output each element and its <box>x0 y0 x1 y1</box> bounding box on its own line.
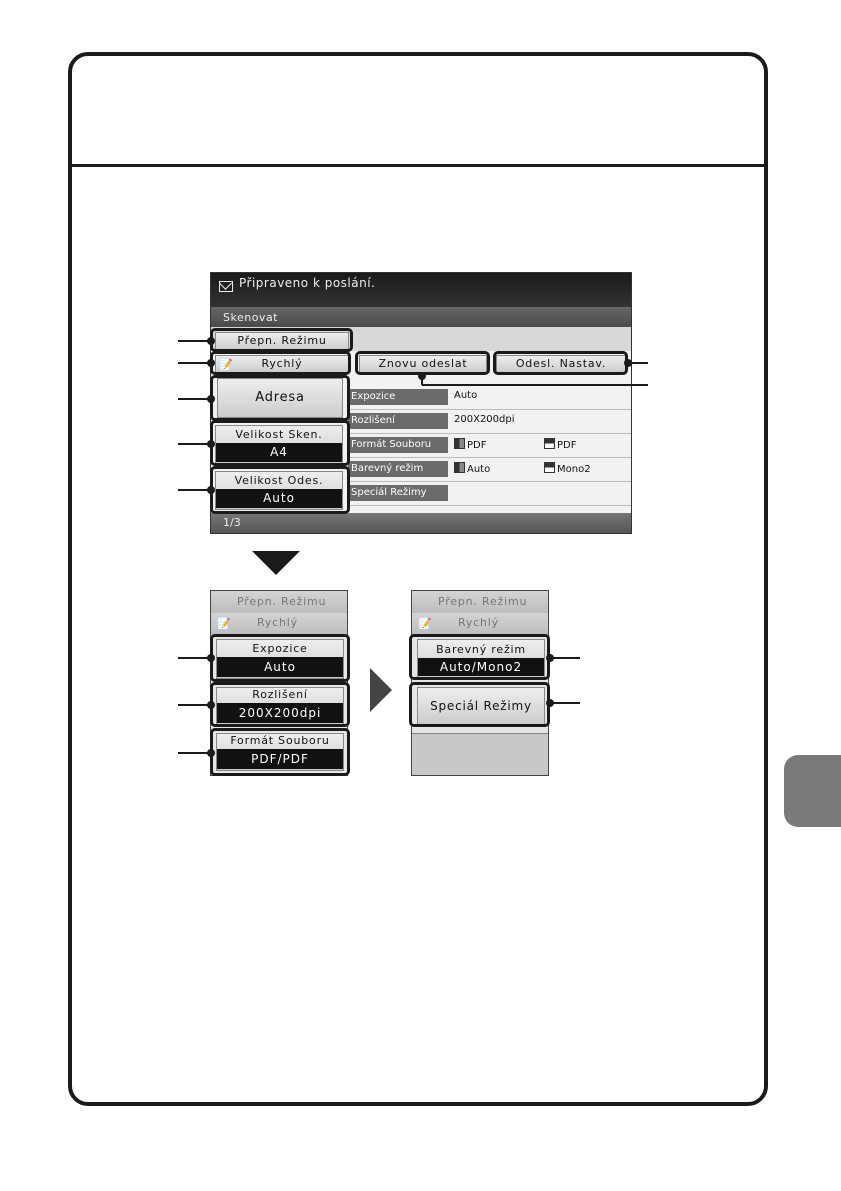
callout-line <box>178 340 210 342</box>
callout-dot <box>207 486 215 494</box>
file-format-value: PDF/PDF <box>217 749 343 769</box>
header-divider <box>68 164 768 167</box>
switch-mode-faded[interactable]: Přepn. Režimu <box>412 591 549 613</box>
settings-label: Expozice <box>348 389 448 405</box>
quick-file-icon: 📝 <box>217 617 232 630</box>
settings-label: Speciál Režimy <box>348 485 448 501</box>
highlight-color-mode <box>409 634 550 680</box>
settings-list <box>348 386 632 506</box>
callout-dot <box>207 701 215 709</box>
highlight-quick <box>210 351 351 375</box>
settings-row <box>348 386 632 410</box>
arrow-down-icon <box>252 551 300 575</box>
mono-value-text: Mono2 <box>557 464 591 475</box>
send-size-value: Auto <box>216 489 342 508</box>
callout-dot <box>546 654 554 662</box>
color-doc-icon <box>454 438 465 449</box>
callout-dot <box>418 372 426 380</box>
scan-size-value: A4 <box>216 443 342 462</box>
mono-doc-icon <box>544 462 555 473</box>
empty-area <box>412 733 548 776</box>
callout-line <box>550 702 580 704</box>
callout-dot <box>207 749 215 757</box>
callout-dot <box>207 337 215 345</box>
callout-dot <box>546 699 554 707</box>
settings-label: Rozlišení <box>348 413 448 429</box>
callout-line <box>178 657 210 659</box>
settings-value-mono <box>544 438 576 451</box>
color-doc-icon <box>454 462 465 473</box>
settings-row <box>348 482 632 506</box>
mail-icon <box>219 281 233 292</box>
highlight-file-format <box>210 728 350 776</box>
quick-faded-label: Rychlý <box>257 616 298 629</box>
settings-label: Formát Souboru <box>348 437 448 453</box>
settings-value: 200X200dpi <box>454 414 515 425</box>
quick-faded-label: Rychlý <box>458 616 499 629</box>
color-mode-label: Barevný režim <box>436 643 526 656</box>
callout-dot <box>624 359 632 367</box>
exposure-value: Auto <box>217 657 343 677</box>
callout-dot <box>207 440 215 448</box>
page-bar <box>211 513 631 533</box>
callout-line <box>178 489 210 491</box>
highlight-switch-mode <box>210 328 353 352</box>
callout-line <box>422 384 648 386</box>
quick-file-icon: 📝 <box>219 358 234 371</box>
resolution-value: 200X200dpi <box>217 703 343 723</box>
quick-faded[interactable] <box>211 613 348 635</box>
callout-line <box>178 398 210 400</box>
quick-faded[interactable] <box>412 613 549 635</box>
page-indicator: 1/3 <box>223 516 241 529</box>
settings-label: Barevný režim <box>348 461 448 477</box>
highlight-exposure <box>210 634 350 682</box>
settings-row <box>348 458 632 482</box>
callout-dot <box>207 395 215 403</box>
page-frame <box>68 52 768 1106</box>
settings-row <box>348 434 632 458</box>
highlight-resolution <box>210 682 350 727</box>
status-bar <box>211 273 631 307</box>
callout-dot <box>207 359 215 367</box>
send-settings-button[interactable]: Odesl. Nastav. <box>496 355 626 373</box>
switch-mode-button[interactable]: Přepn. Režimu <box>215 332 349 350</box>
exposure-label: Expozice <box>252 642 308 655</box>
callout-dot <box>207 654 215 662</box>
arrow-right-icon <box>370 668 392 712</box>
resend-button[interactable]: Znovu odeslat <box>359 355 487 373</box>
settings-value-color <box>454 438 486 451</box>
settings-value-color <box>454 462 490 475</box>
chapter-tab <box>784 755 841 827</box>
quick-file-icon: 📝 <box>418 617 433 630</box>
color-value-text: Auto <box>467 464 491 475</box>
mono-value-text: PDF <box>557 440 577 451</box>
address-button[interactable]: Adresa <box>217 378 343 418</box>
highlight-send-size <box>210 466 350 514</box>
callout-line <box>178 752 210 754</box>
highlight-address <box>210 375 350 421</box>
highlight-send-settings <box>493 351 628 375</box>
file-format-label: Formát Souboru <box>230 734 330 747</box>
settings-row <box>348 410 632 434</box>
callout-line <box>178 362 210 364</box>
quick-label: Rychlý <box>261 357 303 370</box>
status-text: Připraveno k poslání. <box>239 276 376 290</box>
callout-line <box>178 443 210 445</box>
highlight-special-modes <box>409 682 550 727</box>
resolution-label: Rozlišení <box>252 688 308 701</box>
switch-mode-faded[interactable]: Přepn. Režimu <box>211 591 348 613</box>
send-size-label: Velikost Odes. <box>234 474 324 487</box>
callout-line <box>178 704 210 706</box>
color-value-text: PDF <box>467 440 487 451</box>
mono-doc-icon <box>544 438 555 449</box>
callout-line <box>550 657 580 659</box>
highlight-scan-size <box>210 420 350 466</box>
color-mode-value: Auto/Mono2 <box>418 658 544 676</box>
mode-title: Skenovat <box>223 311 278 324</box>
settings-value: Auto <box>454 390 478 401</box>
scan-size-label: Velikost Sken. <box>235 428 323 441</box>
settings-value-mono <box>544 462 591 475</box>
special-modes-button[interactable]: Speciál Režimy <box>417 687 545 725</box>
mode-title-bar <box>211 307 631 327</box>
